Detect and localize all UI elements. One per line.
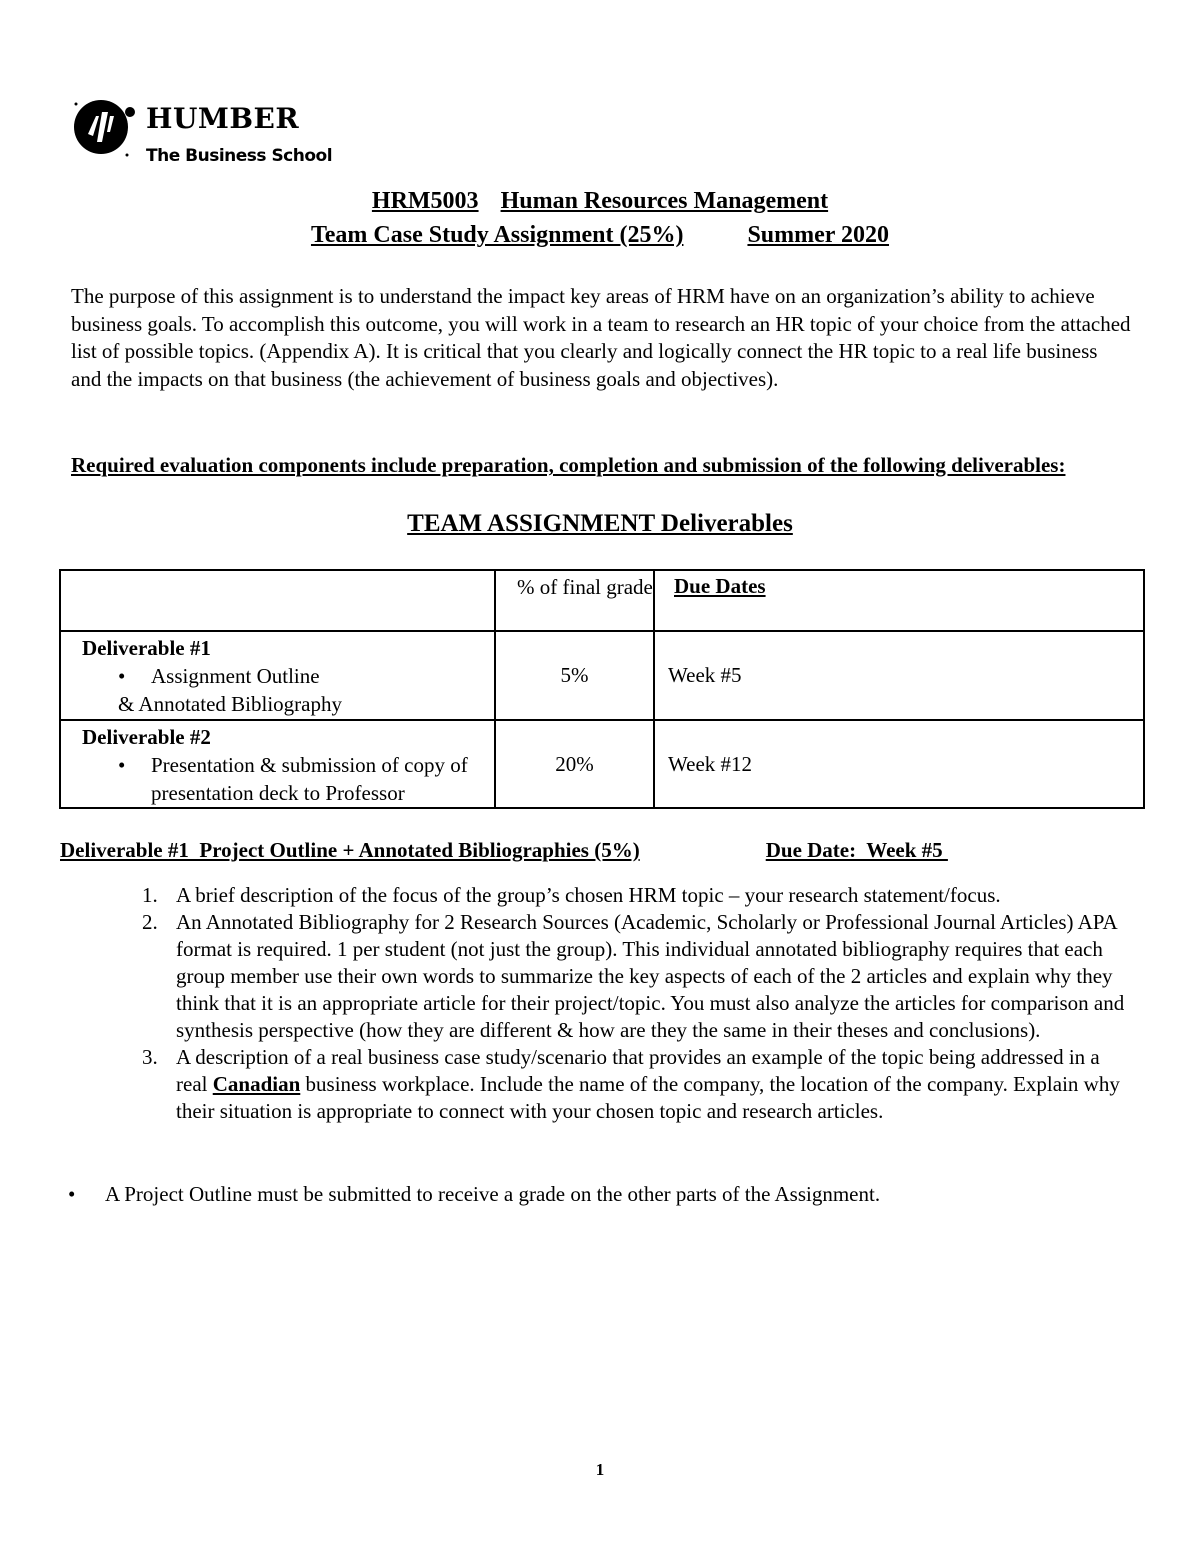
course-title	[0, 188, 1200, 215]
list-item	[0, 882, 1130, 909]
table-row	[60, 631, 1144, 720]
deliverable1-due: Due Date: Week #5	[765, 838, 948, 862]
final-note-text: A Project Outline must be submitted to receive a grade on the other parts of the Assignment.	[105, 1182, 881, 1206]
list-text: A description of a real business case study/scenario that provides an example of the topic being addressed in a real	[176, 1045, 1100, 1096]
due-cell: Week #12	[654, 720, 1144, 808]
final-note	[68, 1181, 880, 1208]
assignment-term: Summer 2020	[747, 222, 890, 248]
deliverable-title: Deliverable #1	[82, 636, 211, 660]
list-text-continued: business workplace. Include the name of the company, the location of the company. Explain why their situation is appropriate to connect with your chosen topic and research articles.	[176, 1072, 1120, 1123]
deliverable-cell	[60, 720, 495, 808]
intro-paragraph: The purpose of this assignment is to understand the impact key areas of HRM have on an organization’s ability to achieve business goals. To accomplish this outcome, you will work in a team to research an HR topic of your choice from the attached list of possible topics. (Appendix A). It is critical that you clearly and logically connect the HR topic to a real life business and the impacts on that business (the achievement of business goals and objectives).	[71, 284, 1131, 391]
page-number: 1	[595, 1460, 605, 1479]
deliverable1-list	[0, 882, 1130, 1125]
deliverables-heading: TEAM ASSIGNMENT Deliverables	[407, 510, 793, 537]
assignment-title	[0, 222, 1200, 249]
list-number: 2.	[142, 910, 158, 934]
table-row	[60, 720, 1144, 808]
humber-logo	[72, 96, 362, 176]
deliverables-table	[59, 569, 1145, 809]
deliverable-extra: & Annotated Bibliography	[118, 692, 342, 716]
list-text: An Annotated Bibliography for 2 Research Sources (Academic, Scholarly or Professional Journal Articles) APA format is required. 1 per student (not just the group). This individual annotated bibliography requires that each group member use their own words to summarize the key aspects of each of the 2 articles and explain why they think that it is an appropriate article for their project/topic. You must also analyze the articles for comparison and synthesis perspective (how they are different & how are they the same in their theses and conclusions).	[176, 910, 1125, 1042]
deliverable-cell	[60, 631, 495, 720]
deliverable1-heading	[60, 838, 948, 863]
deliverable-title: Deliverable #2	[82, 725, 211, 749]
required-components-heading: Required evaluation components include preparation, completion and submission of the following deliverables:	[71, 453, 1066, 477]
deliverable-bullet: • Presentation & submission of copy of presentation deck to Professor	[151, 751, 494, 807]
list-item	[0, 909, 1130, 1044]
header-blank-cell	[60, 570, 495, 631]
logo-subtitle: The Business School	[146, 146, 333, 166]
canadian-emphasis: Canadian	[212, 1072, 301, 1096]
due-cell: Week #5	[654, 631, 1144, 720]
grade-cell: 20%	[495, 720, 654, 808]
list-number: 1.	[142, 883, 158, 907]
list-text: A brief description of the focus of the group’s chosen HRM topic – your research statement/focus.	[176, 883, 1001, 907]
table-header-row	[60, 570, 1144, 631]
assignment-name: Team Case Study Assignment (25%)	[310, 222, 684, 248]
bullet-icon: •	[68, 1182, 76, 1206]
logo-name: HUMBER	[146, 102, 300, 135]
list-number: 3.	[142, 1045, 158, 1069]
course-name: Human Resources Management	[500, 188, 829, 214]
humber-logo-mark-icon	[72, 98, 136, 160]
header-grade-cell: % of final grade	[495, 570, 654, 631]
course-code: HRM5003	[371, 188, 479, 214]
grade-cell: 5%	[495, 631, 654, 720]
deliverable1-title: Deliverable #1 Project Outline + Annotated Bibliographies (5%)	[60, 838, 640, 862]
deliverable-bullet: • Assignment Outline	[151, 662, 494, 690]
header-due-cell: Due Dates	[654, 570, 1144, 631]
list-item	[0, 1044, 1130, 1125]
